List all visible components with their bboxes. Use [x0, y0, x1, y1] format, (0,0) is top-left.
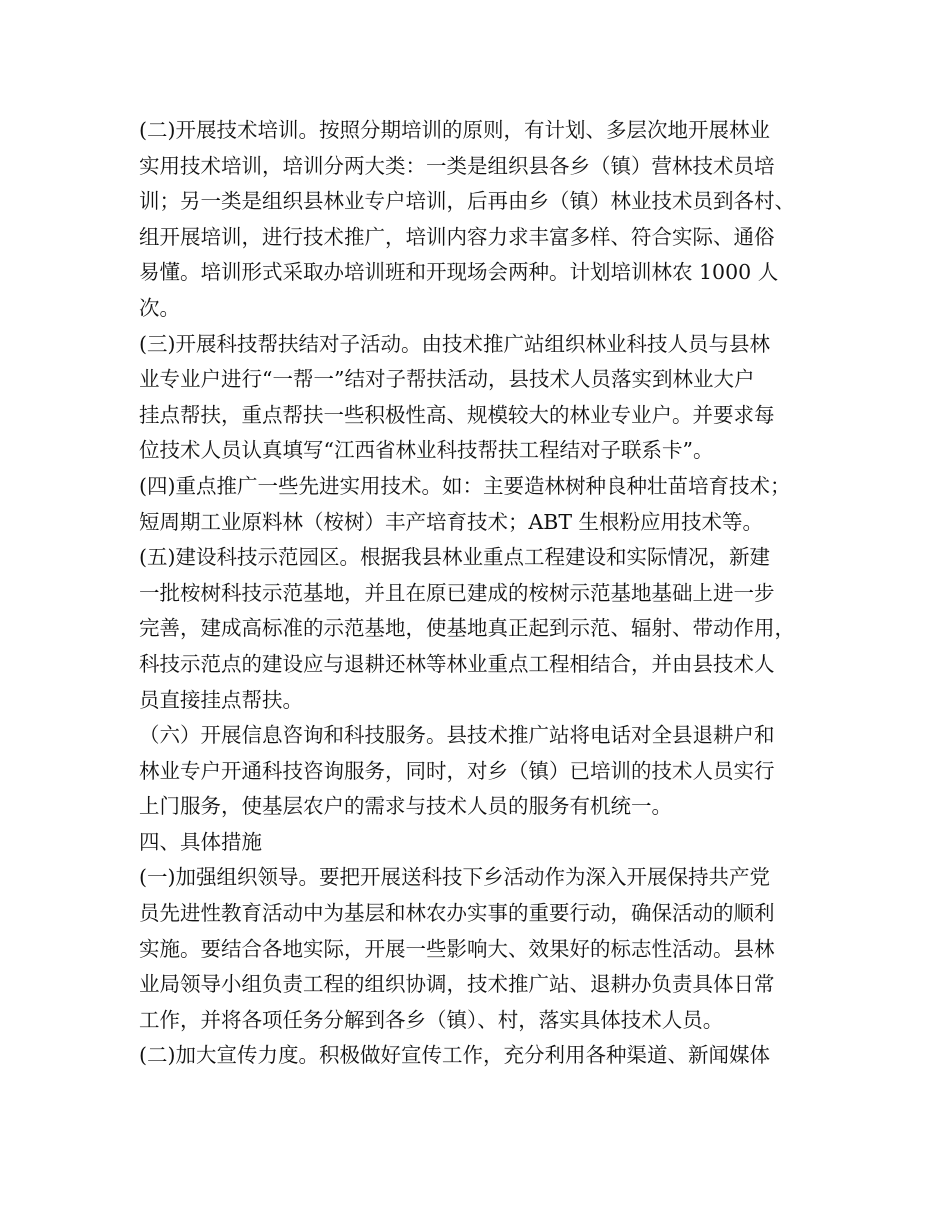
text-line: 业局领导小组负责工程的组织协调，技术推广站、退耕办负责具体日常 — [139, 972, 775, 997]
text-line: 组开展培训，进行技术推广，培训内容力求丰富多样、符合实际、通俗 — [139, 224, 775, 249]
text-line: 上门服务，使基层农户的需求与技术人员的服务有机统一。 — [139, 794, 672, 819]
text-line: 实施。要结合各地实际，开展一些影响大、效果好的标志性活动。县林 — [139, 936, 775, 961]
text-line: (二)开展技术培训。按照分期培训的原则，有计划、多层次地开展林业 — [139, 118, 770, 142]
text-line: 员直接挂点帮扶。 — [139, 687, 303, 712]
text-line: (一)加强组织领导。要把开展送科技下乡活动作为深入开展保持共产党 — [139, 865, 770, 890]
text-line: 林业专户开通科技咨询服务，同时，对乡（镇）已培训的技术人员实行 — [139, 758, 775, 783]
text-line: 训；另一类是组织县林业专户培训，后再由乡（镇）林业技术员到各村、 — [139, 189, 795, 214]
section-heading: 四、具体措施 — [139, 829, 262, 854]
text-line: 科技示范点的建设应与退耕还林等林业重点工程相结合，并由县技术人 — [139, 651, 775, 676]
document-body — [139, 113, 829, 1074]
text-line: (四)重点推广一些先进实用技术。如：主要造林树种良种壮苗培育技术； — [139, 473, 791, 498]
text-line: (二)加大宣传力度。积极做好宣传工作，充分利用各种渠道、新闻媒体 — [139, 1043, 770, 1068]
text-line: (三)开展科技帮扶结对子活动。由技术推广站组织林业科技人员与县林 — [139, 331, 770, 356]
text-line: 员先进性教育活动中为基层和林农办实事的重要行动，确保活动的顺利 — [139, 901, 775, 926]
text-line: 位技术人员认真填写“江西省林业科技帮扶工程结对子联系卡”。 — [139, 438, 714, 463]
text-line: 实用技术培训，培训分两大类：一类是组织县各乡（镇）营林技术员培 — [139, 153, 775, 178]
text-line: 次。 — [139, 295, 180, 320]
text-line: （六）开展信息咨询和科技服务。县技术推广站将电话对全县退耕户和 — [139, 723, 775, 748]
text-line: 易懂。培训形式采取办培训班和开现场会两种。计划培训林农 1000 人 — [139, 260, 779, 285]
text-line: (五)建设科技示范园区。根据我县林业重点工程建设和实际情况，新建 — [139, 545, 770, 570]
text-line: 短周期工业原料林（桉树）丰产培育技术；ABT 生根粉应用技术等。 — [139, 509, 764, 534]
text-line: 工作，并将各项任务分解到各乡（镇）、村，落实具体技术人员。 — [139, 1007, 724, 1032]
text-line: 一批桉树科技示范基地，并且在原已建成的桉树示范基地基础上进一步 — [139, 580, 775, 605]
text-line: 挂点帮扶，重点帮扶一些积极性高、规模较大的林业专业户。并要求每 — [139, 402, 775, 427]
text-line: 业专业户进行“一帮一”结对子帮扶活动，县技术人员落实到林业大户 — [139, 367, 755, 392]
text-line: 完善，建成高标准的示范基地，使基地真正起到示范、辐射、带动作用， — [139, 616, 795, 641]
